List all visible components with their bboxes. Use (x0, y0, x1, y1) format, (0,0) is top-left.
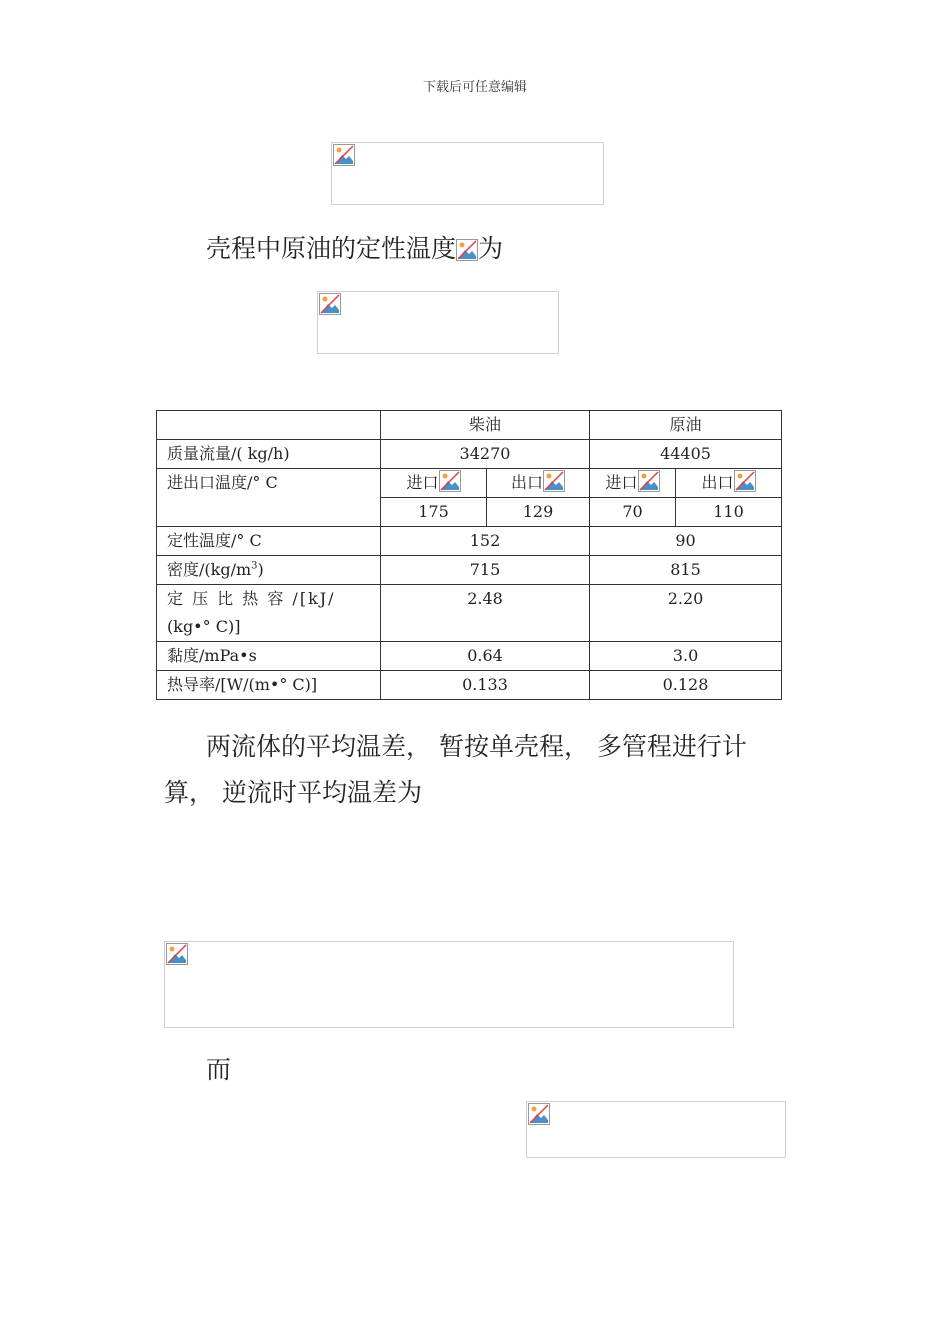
row-label: 质量流量/( kg/h) (157, 440, 381, 469)
col-header-diesel: 柴油 (381, 411, 590, 440)
inline-formula-image (638, 470, 660, 492)
paragraph-mean-temp-line1: 两流体的平均温差， 暂按单壳程， 多管程进行计 (206, 732, 747, 761)
table-row (157, 527, 782, 556)
cell-value: 175 (381, 498, 487, 527)
table-row (157, 440, 782, 469)
formula-image-4 (526, 1101, 786, 1158)
paragraph-shell-temp (206, 232, 503, 266)
cell-value: 90 (590, 527, 782, 556)
label-line: (kg•° C)] (167, 617, 241, 636)
table-row (157, 556, 782, 585)
cell-value: 3.0 (590, 642, 782, 671)
row-label (157, 556, 381, 585)
inlet-text: 进口 (605, 473, 638, 492)
row-label: 进出口温度/° C (157, 469, 381, 527)
table-header-row (157, 411, 782, 440)
cell-inlet-label (590, 469, 676, 498)
row-label (157, 585, 381, 642)
cell-value: 110 (676, 498, 782, 527)
cell-value: 715 (381, 556, 590, 585)
broken-image-icon (528, 1103, 550, 1125)
row-label: 定性温度/° C (157, 527, 381, 556)
cell-outlet-label (676, 469, 782, 498)
label-line: 定 压 比 热 容 /[kJ/ (167, 589, 336, 608)
broken-image-icon (166, 943, 188, 965)
formula-image-2 (317, 291, 559, 354)
row-label: 黏度/mPa•s (157, 642, 381, 671)
label-part: 密度/(kg/m (167, 560, 252, 579)
cell-value: 815 (590, 556, 782, 585)
cell-outlet-label (487, 469, 590, 498)
cell-value: 2.20 (590, 585, 782, 642)
broken-image-icon (456, 239, 478, 261)
cell-value: 0.128 (590, 671, 782, 700)
broken-image-icon (439, 470, 461, 492)
inline-formula-image (734, 470, 756, 492)
paragraph-text: 壳程中原油的定性温度 (206, 234, 457, 263)
table-row (157, 642, 782, 671)
cell-value: 34270 (381, 440, 590, 469)
cell-value: 70 (590, 498, 676, 527)
cell-value: 44405 (590, 440, 782, 469)
inline-formula-image (456, 239, 478, 261)
formula-image-3 (164, 941, 734, 1028)
cell-value: 0.64 (381, 642, 590, 671)
cell-value: 0.133 (381, 671, 590, 700)
row-label: 热导率/[W/(m•° C)] (157, 671, 381, 700)
broken-image-icon (543, 470, 565, 492)
cell-value: 129 (487, 498, 590, 527)
paragraph-and: 而 (206, 1055, 232, 1084)
label-part: ) (257, 560, 264, 579)
page-header: 下载后可任意编辑 (422, 80, 527, 95)
cell-value: 2.48 (381, 585, 590, 642)
table-row (157, 671, 782, 700)
cell-value: 152 (381, 527, 590, 556)
formula-image-1 (331, 142, 604, 205)
col-header-crude: 原油 (590, 411, 782, 440)
broken-image-icon (319, 293, 341, 315)
paragraph-mean-temp-line2: 算， 逆流时平均温差为 (164, 778, 422, 807)
inline-formula-image (439, 470, 461, 492)
inline-formula-image (543, 470, 565, 492)
outlet-text: 出口 (511, 473, 544, 492)
label-superscript: 3 (251, 560, 258, 572)
property-table (156, 410, 782, 700)
broken-image-icon (333, 144, 355, 166)
inlet-text: 进口 (406, 473, 439, 492)
cell-inlet-label (381, 469, 487, 498)
broken-image-icon (638, 470, 660, 492)
paragraph-suffix: 为 (478, 234, 504, 263)
table-row (157, 585, 782, 642)
table-row (157, 469, 782, 498)
broken-image-icon (734, 470, 756, 492)
outlet-text: 出口 (701, 473, 734, 492)
table-corner-cell (157, 411, 381, 440)
